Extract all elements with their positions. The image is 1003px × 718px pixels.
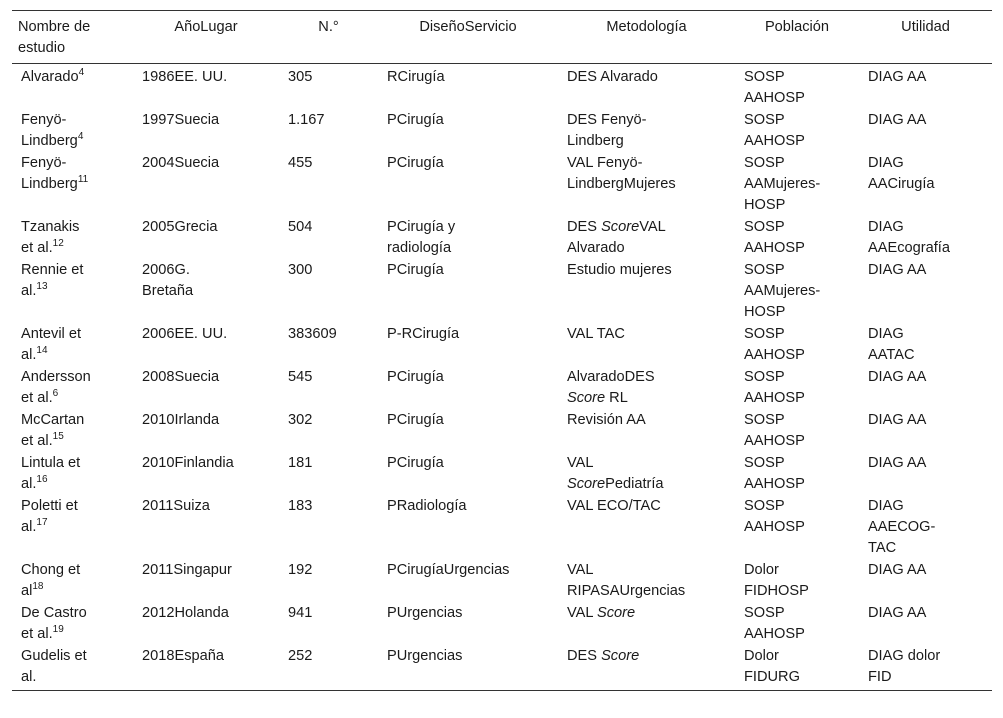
- table-row: [12, 496, 992, 560]
- cell-utility-text: DIAG AA: [868, 455, 927, 471]
- cell-utility-text: DIAG AA: [868, 262, 927, 278]
- cell-utility: [859, 260, 992, 324]
- cell-year-place-text: 2004Suecia: [142, 155, 220, 171]
- cell-methodology: [558, 560, 735, 603]
- cell-n: [279, 453, 378, 496]
- reference-number: 12: [52, 238, 64, 250]
- cell-utility-text: DIAG AAEcografía: [868, 219, 950, 256]
- cell-population-text: SOSP AAHOSP: [744, 369, 805, 406]
- methodology-text: VAL: [567, 605, 598, 621]
- reference-number: 4: [77, 131, 84, 143]
- cell-n: [279, 646, 378, 691]
- cell-population: [735, 560, 859, 603]
- cell-n-text: 183: [288, 498, 313, 514]
- cell-design-service-text: PRadiología: [387, 498, 467, 514]
- cell-utility: [859, 153, 992, 217]
- cell-population-text: SOSP AAHOSP: [744, 412, 805, 449]
- cell-n-text: 545: [288, 369, 313, 385]
- cell-study-name: [12, 410, 133, 453]
- cell-utility: [859, 560, 992, 603]
- cell-design-service: [378, 110, 558, 153]
- cell-design-service: [378, 410, 558, 453]
- cell-population: [735, 153, 859, 217]
- cell-n-text: 1.167: [288, 112, 325, 128]
- cell-utility: [859, 110, 992, 153]
- cell-utility-text: DIAG AA: [868, 369, 927, 385]
- cell-n-text: 504: [288, 219, 313, 235]
- methodology-italic-text: Score: [567, 390, 606, 406]
- cell-methodology: [558, 603, 735, 646]
- cell-year-place: [133, 646, 279, 691]
- cell-n: [279, 64, 378, 111]
- cell-n-text: 252: [288, 648, 313, 664]
- cell-study-name: [12, 260, 133, 324]
- cell-n-text: 192: [288, 562, 313, 578]
- cell-design-service: [378, 324, 558, 367]
- cell-population: [735, 410, 859, 453]
- cell-design-service: [378, 217, 558, 260]
- cell-utility: [859, 496, 992, 560]
- methodology-text: AlvaradoDES: [567, 369, 655, 385]
- cell-population: [735, 453, 859, 496]
- cell-year-place: [133, 324, 279, 367]
- cell-study-name: [12, 603, 133, 646]
- cell-year-place-text: 1986EE. UU.: [142, 69, 228, 85]
- methodology-text: VAL Fenyö- LindbergMujeres: [567, 155, 676, 192]
- cell-methodology: [558, 410, 735, 453]
- cell-design-service-text: RCirugía: [387, 69, 445, 85]
- header-methodology: Metodología: [558, 11, 735, 64]
- methodology-text: VAL Alvarado: [567, 219, 666, 256]
- cell-year-place: [133, 603, 279, 646]
- cell-population: [735, 367, 859, 410]
- cell-study-name: [12, 64, 133, 111]
- cell-population-text: SOSP AAMujeres- HOSP: [744, 155, 821, 213]
- header-study-name: Nombre de estudio: [12, 11, 133, 64]
- reference-number: 18: [32, 581, 44, 593]
- methodology-text: VAL RIPASAUrgencias: [567, 562, 686, 599]
- cell-year-place: [133, 260, 279, 324]
- cell-design-service: [378, 64, 558, 111]
- cell-n-text: 305: [288, 69, 313, 85]
- cell-n: [279, 260, 378, 324]
- cell-population-text: SOSP AAHOSP: [744, 112, 805, 149]
- cell-population: [735, 324, 859, 367]
- studies-table-container: [12, 10, 992, 691]
- cell-methodology: [558, 324, 735, 367]
- cell-design-service: [378, 603, 558, 646]
- cell-utility: [859, 64, 992, 111]
- cell-year-place: [133, 64, 279, 111]
- cell-study-name-text: McCartan et al.: [21, 412, 85, 449]
- cell-study-name: [12, 453, 133, 496]
- cell-year-place-text: 2010Finlandia: [142, 455, 234, 471]
- cell-methodology: [558, 217, 735, 260]
- table-row: [12, 217, 992, 260]
- cell-study-name: [12, 560, 133, 603]
- table-row: [12, 260, 992, 324]
- methodology-text: VAL TAC: [567, 326, 625, 342]
- cell-methodology: [558, 260, 735, 324]
- cell-design-service: [378, 496, 558, 560]
- cell-population-text: SOSP AAHOSP: [744, 326, 805, 363]
- cell-population-text: SOSP AAMujeres- HOSP: [744, 262, 821, 320]
- cell-population-text: SOSP AAHOSP: [744, 69, 805, 106]
- reference-number: 16: [36, 474, 48, 486]
- cell-n-text: 300: [288, 262, 313, 278]
- cell-design-service-text: PCirugía: [387, 455, 444, 471]
- cell-utility: [859, 410, 992, 453]
- reference-number: 13: [36, 281, 48, 293]
- cell-n: [279, 110, 378, 153]
- methodology-text: DES: [567, 648, 602, 664]
- cell-n: [279, 217, 378, 260]
- cell-population-text: SOSP AAHOSP: [744, 498, 805, 535]
- cell-year-place-text: 2010Irlanda: [142, 412, 220, 428]
- cell-population: [735, 646, 859, 691]
- header-year-place: AñoLugar: [133, 11, 279, 64]
- cell-utility-text: DIAG AACirugía: [868, 155, 935, 192]
- reference-number: 15: [52, 431, 64, 443]
- cell-utility-text: DIAG AAECOG- TAC: [868, 498, 936, 556]
- cell-methodology: [558, 453, 735, 496]
- cell-study-name: [12, 153, 133, 217]
- cell-study-name: [12, 367, 133, 410]
- table-header: [12, 11, 992, 64]
- cell-population-text: Dolor FIDHOSP: [744, 562, 809, 599]
- cell-n: [279, 410, 378, 453]
- cell-year-place: [133, 496, 279, 560]
- cell-methodology: [558, 367, 735, 410]
- cell-methodology: [558, 110, 735, 153]
- cell-study-name-text: Chong et al: [21, 562, 81, 599]
- cell-study-name: [12, 646, 133, 691]
- cell-study-name-text: Antevil et al.: [21, 326, 82, 363]
- studies-table: [12, 10, 992, 691]
- cell-population: [735, 496, 859, 560]
- cell-methodology: [558, 496, 735, 560]
- cell-n: [279, 496, 378, 560]
- methodology-text: VAL ECO/TAC: [567, 498, 661, 514]
- cell-study-name: [12, 110, 133, 153]
- methodology-italic-text: Score: [597, 605, 636, 621]
- cell-utility-text: DIAG AATAC: [868, 326, 915, 363]
- cell-year-place-text: 2006EE. UU.: [142, 326, 228, 342]
- cell-study-name-text: Fenyö- Lindberg: [21, 112, 78, 149]
- methodology-text: Revisión AA: [567, 412, 646, 428]
- cell-n: [279, 560, 378, 603]
- table-row: [12, 646, 992, 691]
- table-row: [12, 603, 992, 646]
- cell-utility-text: DIAG AA: [868, 112, 927, 128]
- cell-design-service-text: PUrgencias: [387, 648, 463, 664]
- cell-year-place: [133, 453, 279, 496]
- cell-study-name: [12, 324, 133, 367]
- cell-study-name: [12, 217, 133, 260]
- table-row: [12, 453, 992, 496]
- cell-year-place: [133, 560, 279, 603]
- cell-design-service: [378, 367, 558, 410]
- cell-n-text: 941: [288, 605, 313, 621]
- methodology-italic-text: Score: [567, 476, 606, 492]
- cell-n-text: 181: [288, 455, 313, 471]
- cell-study-name-text: Fenyö- Lindberg: [21, 155, 78, 192]
- table-row: [12, 153, 992, 217]
- cell-design-service-text: PCirugía y radiología: [387, 219, 456, 256]
- methodology-italic-text: Score: [601, 648, 640, 664]
- cell-methodology: [558, 153, 735, 217]
- cell-population: [735, 110, 859, 153]
- cell-n: [279, 603, 378, 646]
- cell-design-service-text: P-RCirugía: [387, 326, 460, 342]
- cell-study-name-text: De Castro et al.: [21, 605, 87, 642]
- cell-year-place-text: 2006G. Bretaña: [142, 262, 194, 299]
- reference-number: 19: [52, 624, 64, 636]
- cell-study-name: [12, 496, 133, 560]
- cell-design-service-text: PUrgencias: [387, 605, 463, 621]
- methodology-text: DES Fenyö- Lindberg: [567, 112, 647, 149]
- cell-year-place: [133, 110, 279, 153]
- cell-population: [735, 603, 859, 646]
- cell-design-service-text: PCirugíaUrgencias: [387, 562, 510, 578]
- cell-year-place: [133, 217, 279, 260]
- cell-year-place-text: 2018España: [142, 648, 224, 664]
- cell-study-name-text: Tzanakis et al.: [21, 219, 80, 256]
- table-body: [12, 64, 992, 691]
- cell-utility-text: DIAG AA: [868, 69, 927, 85]
- header-utility: Utilidad: [859, 11, 992, 64]
- cell-year-place-text: 2011Singapur: [142, 562, 232, 578]
- methodology-text: Pediatría: [605, 476, 664, 492]
- reference-number: 17: [36, 517, 48, 529]
- cell-study-name-text: Rennie et al.: [21, 262, 84, 299]
- cell-population-text: Dolor FIDURG: [744, 648, 800, 685]
- reference-number: 11: [77, 174, 89, 186]
- cell-utility-text: DIAG AA: [868, 605, 927, 621]
- cell-year-place-text: 1997Suecia: [142, 112, 220, 128]
- cell-methodology: [558, 646, 735, 691]
- cell-design-service-text: PCirugía: [387, 155, 444, 171]
- cell-design-service-text: PCirugía: [387, 412, 444, 428]
- methodology-text: RL: [605, 390, 628, 406]
- cell-utility-text: DIAG dolor FID: [868, 648, 941, 685]
- cell-study-name-text: Alvarado: [21, 69, 79, 85]
- table-row: [12, 367, 992, 410]
- cell-methodology: [558, 64, 735, 111]
- table-row: [12, 110, 992, 153]
- cell-population-text: SOSP AAHOSP: [744, 455, 805, 492]
- cell-population: [735, 217, 859, 260]
- cell-n: [279, 324, 378, 367]
- cell-n: [279, 367, 378, 410]
- cell-n-text: 302: [288, 412, 313, 428]
- table-row: [12, 324, 992, 367]
- cell-utility: [859, 324, 992, 367]
- cell-study-name-text: Andersson et al.: [21, 369, 91, 406]
- cell-utility: [859, 453, 992, 496]
- cell-design-service-text: PCirugía: [387, 112, 444, 128]
- cell-utility: [859, 646, 992, 691]
- cell-n-text: 455: [288, 155, 313, 171]
- cell-year-place-text: 2005Grecia: [142, 219, 218, 235]
- header-row: [12, 11, 992, 64]
- cell-design-service-text: PCirugía: [387, 262, 444, 278]
- reference-number: 4: [78, 67, 85, 79]
- cell-population: [735, 64, 859, 111]
- cell-year-place-text: 2011Suiza: [142, 498, 210, 514]
- cell-utility-text: DIAG AA: [868, 412, 927, 428]
- cell-year-place-text: 2012Holanda: [142, 605, 229, 621]
- cell-design-service: [378, 646, 558, 691]
- methodology-text: DES: [567, 219, 602, 235]
- cell-study-name-text: Poletti et al.: [21, 498, 78, 535]
- cell-utility: [859, 603, 992, 646]
- cell-design-service: [378, 560, 558, 603]
- cell-utility: [859, 217, 992, 260]
- header-n: N.°: [279, 11, 378, 64]
- cell-year-place-text: 2008Suecia: [142, 369, 220, 385]
- cell-design-service-text: PCirugía: [387, 369, 444, 385]
- reference-number: 14: [36, 345, 48, 357]
- header-design-service: DiseñoServicio: [378, 11, 558, 64]
- table-row: [12, 64, 992, 111]
- cell-population-text: SOSP AAHOSP: [744, 219, 805, 256]
- cell-n: [279, 153, 378, 217]
- table-row: [12, 560, 992, 603]
- reference-number: 6: [52, 388, 59, 400]
- cell-utility: [859, 367, 992, 410]
- cell-design-service: [378, 260, 558, 324]
- table-row: [12, 410, 992, 453]
- methodology-text: DES Alvarado: [567, 69, 658, 85]
- cell-year-place: [133, 153, 279, 217]
- methodology-italic-text: Score: [601, 219, 640, 235]
- cell-year-place: [133, 410, 279, 453]
- methodology-text: Estudio mujeres: [567, 262, 672, 278]
- cell-n-text: 383609: [288, 326, 337, 342]
- cell-design-service: [378, 153, 558, 217]
- cell-year-place: [133, 367, 279, 410]
- cell-study-name-text: Gudelis et al.: [21, 648, 87, 685]
- methodology-text: VAL: [567, 455, 594, 471]
- cell-population: [735, 260, 859, 324]
- cell-utility-text: DIAG AA: [868, 562, 927, 578]
- cell-study-name-text: Lintula et al.: [21, 455, 81, 492]
- header-population: Población: [735, 11, 859, 64]
- cell-population-text: SOSP AAHOSP: [744, 605, 805, 642]
- cell-design-service: [378, 453, 558, 496]
